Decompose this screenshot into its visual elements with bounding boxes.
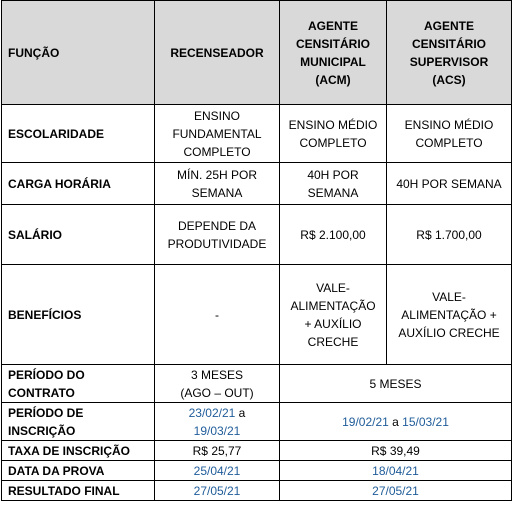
label-escolaridade: ESCOLARIDADE (2, 105, 155, 163)
row-periodo-inscricao (2, 403, 512, 441)
header-acm: AGENTE CENSITÁRIO MUNICIPAL (ACM) (280, 1, 387, 105)
resultado-agentes: 27/05/21 (280, 481, 512, 501)
row-salario (2, 205, 512, 265)
beneficios-recenseador: - (155, 265, 280, 365)
info-table (1, 0, 512, 501)
row-taxa (2, 441, 512, 461)
taxa-agentes: R$ 39,49 (280, 441, 512, 461)
carga-acs: 40H POR SEMANA (387, 163, 512, 205)
label-taxa: TAXA DE INSCRIÇÃO (2, 441, 155, 461)
header-recenseador: RECENSEADOR (155, 1, 280, 105)
label-periodo-contrato: PERÍODO DO CONTRATO (2, 365, 155, 403)
escolaridade-recenseador: ENSINO FUNDAMENTAL COMPLETO (155, 105, 280, 163)
beneficios-acs: VALE- ALIMENTAÇÃO + AUXÍLIO CRECHE (387, 265, 512, 365)
periodo-contrato-agentes: 5 MESES (280, 365, 512, 403)
carga-recenseador: MÍN. 25H POR SEMANA (155, 163, 280, 205)
taxa-recenseador: R$ 25,77 (155, 441, 280, 461)
header-acs: AGENTE CENSITÁRIO SUPERVISOR (ACS) (387, 1, 512, 105)
salario-acs: R$ 1.700,00 (387, 205, 512, 265)
row-carga (2, 163, 512, 205)
carga-acm: 40H POR SEMANA (280, 163, 387, 205)
row-escolaridade (2, 105, 512, 163)
date-end-agentes: 15/03/21 (402, 414, 449, 429)
header-funcao: FUNÇÃO (2, 1, 155, 105)
escolaridade-acm: ENSINO MÉDIO COMPLETO (280, 105, 387, 163)
periodo-contrato-recenseador: 3 MESES (AGO – OUT) (155, 365, 280, 403)
date-start-agentes: 19/02/21 (342, 414, 389, 429)
date-end-recenseador: 19/03/21 (193, 423, 241, 438)
salario-recenseador: DEPENDE DA PRODUTIVIDADE (155, 205, 280, 265)
label-prova: DATA DA PROVA (2, 461, 155, 481)
row-periodo-contrato (2, 365, 512, 403)
periodo-inscricao-recenseador (155, 403, 280, 441)
date-start-recenseador: 23/02/21 (188, 405, 236, 420)
label-carga: CARGA HORÁRIA (2, 163, 155, 205)
date-sep-recenseador: a (235, 405, 246, 420)
resultado-recenseador: 27/05/21 (155, 481, 280, 501)
prova-agentes: 18/04/21 (280, 461, 512, 481)
row-beneficios (2, 265, 512, 365)
date-sep-agentes: a (388, 414, 403, 429)
label-resultado: RESULTADO FINAL (2, 481, 155, 501)
prova-recenseador: 25/04/21 (155, 461, 280, 481)
row-prova (2, 461, 512, 481)
label-periodo-inscricao: PERÍODO DE INSCRIÇÃO (2, 403, 155, 441)
beneficios-acm: VALE- ALIMENTAÇÃO + AUXÍLIO CRECHE (280, 265, 387, 365)
escolaridade-acs: ENSINO MÉDIO COMPLETO (387, 105, 512, 163)
row-resultado (2, 481, 512, 501)
periodo-inscricao-agentes (280, 403, 512, 441)
label-beneficios: BENEFÍCIOS (2, 265, 155, 365)
label-salario: SALÁRIO (2, 205, 155, 265)
salario-acm: R$ 2.100,00 (280, 205, 387, 265)
header-row (2, 1, 512, 105)
